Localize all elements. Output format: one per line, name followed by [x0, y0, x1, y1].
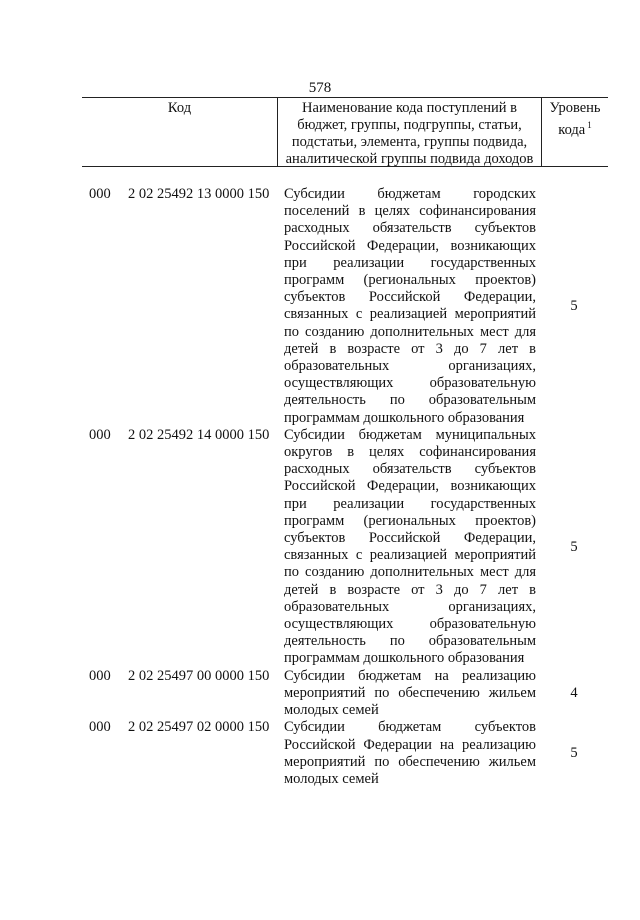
- revenue-name-line: Российской Федерации, возникающих: [284, 237, 536, 254]
- revenue-name-line: Субсидии бюджетам городских: [284, 186, 536, 202]
- header-level-cell: [542, 98, 608, 166]
- code-level-cell: 4: [570, 684, 578, 701]
- revenue-name-line: детей в возрасте от 3 до 7 лет в: [284, 340, 536, 357]
- revenue-name-line: осуществляющих образовательную: [284, 616, 536, 633]
- revenue-name-line: программ (региональных проектов): [284, 272, 536, 289]
- revenue-name-line: расходных обязательств субъектов: [284, 220, 536, 237]
- revenue-name-line: Субсидии бюджетам на реализацию: [284, 667, 536, 684]
- revenue-name-line: по созданию дополнительных мест для: [284, 564, 536, 581]
- revenue-name-line: при реализации государственных: [284, 495, 536, 512]
- header-code-label: Код: [167, 100, 192, 116]
- table-body: [0, 186, 640, 788]
- revenue-name-line: субъектов Российской Федерации,: [284, 289, 536, 306]
- revenue-name-line: расходных обязательств субъектов: [284, 461, 536, 478]
- header-level-line: [542, 117, 608, 139]
- admin-code-cell: 000: [89, 719, 111, 736]
- revenue-name-cell: [284, 186, 536, 427]
- header-code-cell: [82, 98, 277, 166]
- header-name-line: аналитической группы подвида доходов: [285, 151, 534, 167]
- header-name-cell: [277, 98, 542, 166]
- header-name-line: подстатьи, элемента, группы подвида,: [291, 134, 528, 150]
- table-header: [82, 97, 608, 167]
- revenue-name-line: программам дошкольного образования: [284, 650, 525, 667]
- table-row: [0, 186, 640, 427]
- admin-code-cell: 000: [89, 426, 111, 443]
- revenue-name-line: мероприятий по обеспечению жильем: [284, 684, 536, 701]
- header-level-word: кода: [558, 122, 586, 138]
- revenue-name-line: мероприятий по обеспечению жильем: [284, 753, 536, 770]
- revenue-name-line: образовательных организациях,: [284, 358, 536, 375]
- revenue-name-cell: [284, 427, 536, 668]
- revenue-name-cell: [284, 719, 536, 788]
- revenue-code-cell: 2 02 25492 13 0000 150: [128, 186, 270, 202]
- revenue-name-line: деятельность по образовательным: [284, 633, 536, 650]
- code-level-cell: 5: [570, 538, 578, 555]
- revenue-name-line: округов в целях софинансирования: [284, 444, 536, 461]
- revenue-code-cell: 2 02 25497 02 0000 150: [128, 719, 270, 736]
- revenue-name-line: молодых семей: [284, 770, 379, 787]
- revenue-name-line: программ (региональных проектов): [284, 512, 536, 529]
- table-row: [0, 668, 640, 720]
- table-row: [0, 427, 640, 668]
- revenue-name-line: субъектов Российской Федерации,: [284, 530, 536, 547]
- code-level-cell: 5: [570, 745, 578, 762]
- revenue-name-line: осуществляющих образовательную: [284, 375, 536, 392]
- revenue-name-line: при реализации государственных: [284, 254, 536, 271]
- admin-code-cell: 000: [89, 186, 111, 202]
- header-name-line: Наименование кода поступлений в: [302, 100, 517, 116]
- revenue-name-line: Субсидии бюджетам муниципальных: [284, 426, 536, 443]
- revenue-code-cell: 2 02 25497 00 0000 150: [128, 667, 270, 684]
- revenue-name-line: по созданию дополнительных мест для: [284, 323, 536, 340]
- header-level-line: Уровень: [549, 100, 601, 116]
- revenue-code-cell: 2 02 25492 14 0000 150: [128, 426, 270, 443]
- revenue-name-line: Субсидии бюджетам субъектов: [284, 719, 536, 736]
- revenue-name-line: поселений в целях софинансирования: [284, 203, 536, 220]
- revenue-name-line: Российской Федерации, возникающих: [284, 478, 536, 495]
- revenue-name-line: образовательных организациях,: [284, 598, 536, 615]
- revenue-name-line: детей в возрасте от 3 до 7 лет в: [284, 581, 536, 598]
- revenue-name-line: молодых семей: [284, 702, 379, 719]
- header-level-footnote: 1: [587, 120, 592, 130]
- revenue-name-line: деятельность по образовательным: [284, 392, 536, 409]
- revenue-name-line: Российской Федерации на реализацию: [284, 736, 536, 753]
- revenue-name-line: связанных с реализацией мероприятий: [284, 547, 536, 564]
- revenue-name-line: программам дошкольного образования: [284, 409, 525, 426]
- header-name-line: бюджет, группы, подгруппы, статьи,: [297, 117, 522, 133]
- admin-code-cell: 000: [89, 667, 111, 684]
- code-level-cell: 5: [570, 298, 578, 314]
- revenue-name-line: связанных с реализацией мероприятий: [284, 306, 536, 323]
- page-number: 578: [308, 80, 332, 96]
- table-row: [0, 719, 640, 788]
- revenue-name-cell: [284, 668, 536, 720]
